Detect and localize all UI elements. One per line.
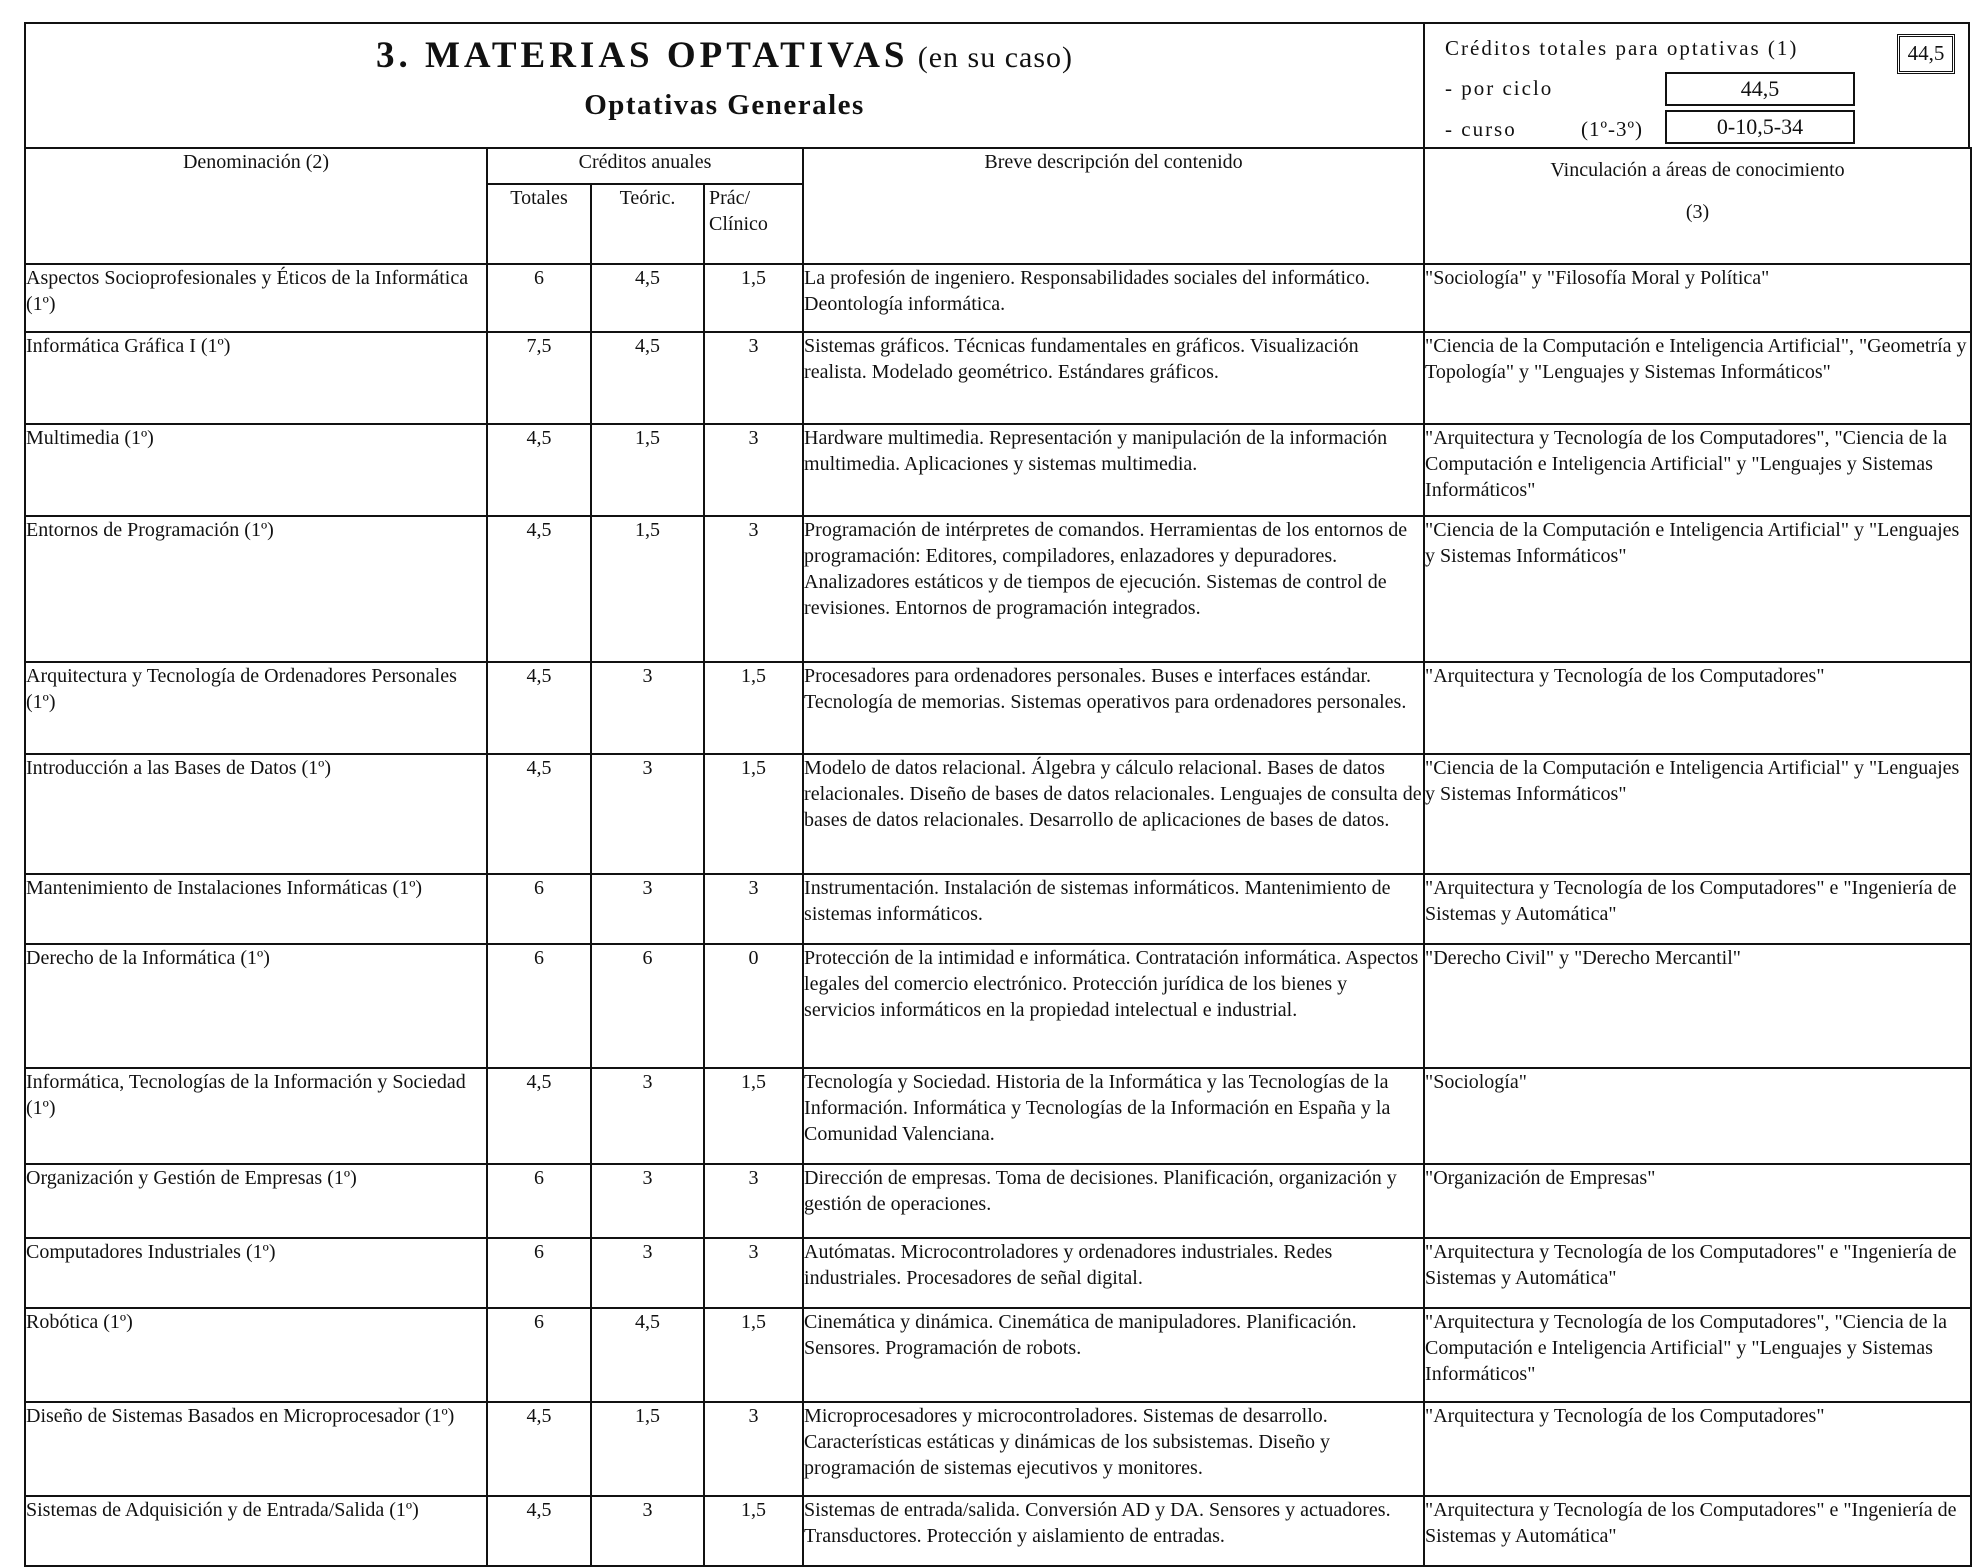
column-vinculacion-label: Vinculación a áreas de conocimiento <box>1550 159 1845 181</box>
table-row <box>25 874 1971 944</box>
knowledge-areas: "Organización de Empresas" <box>1424 1164 1971 1238</box>
content-description: Tecnología y Sociedad. Historia de la Informática y las Tecnologías de la Información. Informática y Tecnologías de la Información en España y la Comunidad Valenciana. <box>803 1068 1424 1164</box>
credits-total: 4,5 <box>487 754 591 874</box>
credits-theory: 4,5 <box>591 1308 704 1402</box>
subject-name: Mantenimiento de Instalaciones Informáticas (1º) <box>25 874 487 944</box>
subject-name: Informática Gráfica I (1º) <box>25 332 487 424</box>
credits-practice: 0 <box>704 944 803 1068</box>
credits-total: 6 <box>487 944 591 1068</box>
credits-practice: 3 <box>704 1164 803 1238</box>
credits-total: 4,5 <box>487 1068 591 1164</box>
credits-total: 4,5 <box>487 1402 591 1496</box>
credits-practice: 1,5 <box>704 1496 803 1566</box>
subject-name: Computadores Industriales (1º) <box>25 1238 487 1308</box>
subject-name: Organización y Gestión de Empresas (1º) <box>25 1164 487 1238</box>
subject-name: Diseño de Sistemas Basados en Microprocesador (1º) <box>25 1402 487 1496</box>
title-note: (en su caso) <box>917 41 1074 74</box>
total-credits-value: 44,5 <box>1897 34 1955 74</box>
per-course-value: 0-10,5-34 <box>1665 110 1855 144</box>
column-teoric: Teóric. <box>591 184 704 264</box>
section-title <box>26 34 1423 77</box>
table-row <box>25 1402 1971 1496</box>
table-row <box>25 754 1971 874</box>
knowledge-areas: "Arquitectura y Tecnología de los Computadores", "Ciencia de la Computación e Inteligencia Artificial" y "Lenguajes y Sistemas Informáticos" <box>1424 424 1971 516</box>
credits-summary <box>1427 24 1968 147</box>
content-description: Procesadores para ordenadores personales. Buses e interfaces estándar. Tecnología de memorias. Sistemas operativos para ordenadores personales. <box>803 662 1424 754</box>
section-header <box>24 22 1970 147</box>
document-page <box>24 22 1970 1567</box>
subject-name: Introducción a las Bases de Datos (1º) <box>25 754 487 874</box>
credits-practice: 3 <box>704 516 803 662</box>
content-description: Programación de intérpretes de comandos. Herramientas de los entornos de programación: Editores, compiladores, enlazadores y depuradores. Analizadores estáticos y de tiempos de ejecución. Sistemas de control de revisiones. Entornos de programación integrados. <box>803 516 1424 662</box>
title-block <box>26 24 1425 147</box>
credits-practice: 3 <box>704 424 803 516</box>
credits-total: 4,5 <box>487 516 591 662</box>
table-row <box>25 662 1971 754</box>
credits-total: 6 <box>487 264 591 332</box>
credits-theory: 6 <box>591 944 704 1068</box>
credits-total: 6 <box>487 1308 591 1402</box>
knowledge-areas: "Arquitectura y Tecnología de los Computadores" e "Ingeniería de Sistemas y Automática" <box>1424 1238 1971 1308</box>
credits-practice: 1,5 <box>704 1068 803 1164</box>
credits-practice: 3 <box>704 1238 803 1308</box>
credits-practice: 1,5 <box>704 264 803 332</box>
credits-theory: 3 <box>591 754 704 874</box>
knowledge-areas: "Sociología" <box>1424 1068 1971 1164</box>
credits-theory: 1,5 <box>591 516 704 662</box>
table-row <box>25 1238 1971 1308</box>
table-row <box>25 1496 1971 1566</box>
column-descripcion: Breve descripción del contenido <box>803 148 1424 264</box>
content-description: Cinemática y dinámica. Cinemática de manipuladores. Planificación. Sensores. Programación de robots. <box>803 1308 1424 1402</box>
column-prac: Prác/ Clínico <box>704 184 803 264</box>
subject-name: Informática, Tecnologías de la Información y Sociedad (1º) <box>25 1068 487 1164</box>
content-description: Instrumentación. Instalación de sistemas informáticos. Mantenimiento de sistemas informáticos. <box>803 874 1424 944</box>
content-description: Sistemas de entrada/salida. Conversión AD y DA. Sensores y actuadores. Transductores. Protección y aislamiento de entradas. <box>803 1496 1424 1566</box>
table-row <box>25 1164 1971 1238</box>
column-vinculacion-note: (3) <box>1685 201 1710 223</box>
per-course-label: - curso <box>1445 117 1517 141</box>
optional-subjects-table <box>24 147 1972 1567</box>
table-row <box>25 424 1971 516</box>
column-vinculacion <box>1424 148 1971 264</box>
credits-total: 6 <box>487 1238 591 1308</box>
credits-total: 4,5 <box>487 662 591 754</box>
section-subtitle: Optativas Generales <box>584 89 865 121</box>
content-description: Microprocesadores y microcontroladores. Sistemas de desarrollo. Características estáticas y dinámicas de los subsistemas. Diseño y programación de sistemas ejecutivos y monitores. <box>803 1402 1424 1496</box>
table-row <box>25 264 1971 332</box>
credits-theory: 3 <box>591 1164 704 1238</box>
credits-theory: 4,5 <box>591 264 704 332</box>
knowledge-areas: "Derecho Civil" y "Derecho Mercantil" <box>1424 944 1971 1068</box>
credits-total: 7,5 <box>487 332 591 424</box>
knowledge-areas: "Ciencia de la Computación e Inteligencia Artificial" y "Lenguajes y Sistemas Informáticos" <box>1424 516 1971 662</box>
credits-theory: 1,5 <box>591 424 704 516</box>
subject-name: Multimedia (1º) <box>25 424 487 516</box>
credits-practice: 1,5 <box>704 754 803 874</box>
credits-theory: 3 <box>591 1496 704 1566</box>
table-row <box>25 1068 1971 1164</box>
subject-name: Entornos de Programación (1º) <box>25 516 487 662</box>
column-denominacion: Denominación (2) <box>25 148 487 264</box>
content-description: Hardware multimedia. Representación y manipulación de la información multimedia. Aplicaciones y sistemas multimedia. <box>803 424 1424 516</box>
credits-theory: 3 <box>591 662 704 754</box>
per-cycle-label: - por ciclo <box>1445 76 1554 100</box>
credits-total: 6 <box>487 1164 591 1238</box>
credits-total: 4,5 <box>487 1496 591 1566</box>
credits-theory: 3 <box>591 1068 704 1164</box>
subject-name: Sistemas de Adquisición y de Entrada/Salida (1º) <box>25 1496 487 1566</box>
content-description: Protección de la intimidad e informática. Contratación informática. Aspectos legales del comercio electrónico. Protección jurídica de los bienes y servicios informáticos en la propiedad intelectual e industrial. <box>803 944 1424 1068</box>
table-row <box>25 944 1971 1068</box>
column-creditos-anuales: Créditos anuales <box>487 148 803 184</box>
knowledge-areas: "Arquitectura y Tecnología de los Computadores" e "Ingeniería de Sistemas y Automática" <box>1424 1496 1971 1566</box>
subject-name: Derecho de la Informática (1º) <box>25 944 487 1068</box>
per-cycle-value: 44,5 <box>1665 72 1855 106</box>
content-description: Autómatas. Microcontroladores y ordenadores industriales. Redes industriales. Procesadores de señal digital. <box>803 1238 1424 1308</box>
table-row <box>25 332 1971 424</box>
knowledge-areas: "Ciencia de la Computación e Inteligencia Artificial" y "Lenguajes y Sistemas Informáticos" <box>1424 754 1971 874</box>
credits-theory: 3 <box>591 1238 704 1308</box>
subject-name: Aspectos Socioprofesionales y Éticos de la Informática (1º) <box>25 264 487 332</box>
credits-theory: 1,5 <box>591 1402 704 1496</box>
table-row <box>25 1308 1971 1402</box>
credits-practice: 1,5 <box>704 1308 803 1402</box>
credits-practice: 3 <box>704 874 803 944</box>
content-description: Dirección de empresas. Toma de decisiones. Planificación, organización y gestión de operaciones. <box>803 1164 1424 1238</box>
credits-total: 6 <box>487 874 591 944</box>
table-row <box>25 516 1971 662</box>
credits-practice: 3 <box>704 1402 803 1496</box>
column-totales: Totales <box>487 184 591 264</box>
per-course-range: (1º-3º) <box>1581 117 1644 141</box>
content-description: Modelo de datos relacional. Álgebra y cálculo relacional. Bases de datos relacionales. Diseño de bases de datos relacionales. Lenguajes de consulta de bases de datos relacionales. Desarrollo de aplicaciones de bases de datos. <box>803 754 1424 874</box>
content-description: Sistemas gráficos. Técnicas fundamentales en gráficos. Visualización realista. Modelado geométrico. Estándares gráficos. <box>803 332 1424 424</box>
credits-total: 4,5 <box>487 424 591 516</box>
title-main: 3. MATERIAS OPTATIVAS <box>375 35 909 76</box>
content-description: La profesión de ingeniero. Responsabilidades sociales del informático. Deontología informática. <box>803 264 1424 332</box>
knowledge-areas: "Sociología" y "Filosofía Moral y Política" <box>1424 264 1971 332</box>
knowledge-areas: "Ciencia de la Computación e Inteligencia Artificial", "Geometría y Topología" y "Lenguajes y Sistemas Informáticos" <box>1424 332 1971 424</box>
knowledge-areas: "Arquitectura y Tecnología de los Computadores" <box>1424 1402 1971 1496</box>
total-credits-label: Créditos totales para optativas (1) <box>1445 36 1799 60</box>
knowledge-areas: "Arquitectura y Tecnología de los Computadores" <box>1424 662 1971 754</box>
subject-name: Robótica (1º) <box>25 1308 487 1402</box>
subject-name: Arquitectura y Tecnología de Ordenadores Personales (1º) <box>25 662 487 754</box>
credits-practice: 1,5 <box>704 662 803 754</box>
knowledge-areas: "Arquitectura y Tecnología de los Computadores", "Ciencia de la Computación e Inteligencia Artificial" y "Lenguajes y Sistemas Informáticos" <box>1424 1308 1971 1402</box>
credits-theory: 4,5 <box>591 332 704 424</box>
credits-theory: 3 <box>591 874 704 944</box>
knowledge-areas: "Arquitectura y Tecnología de los Computadores" e "Ingeniería de Sistemas y Automática" <box>1424 874 1971 944</box>
credits-practice: 3 <box>704 332 803 424</box>
